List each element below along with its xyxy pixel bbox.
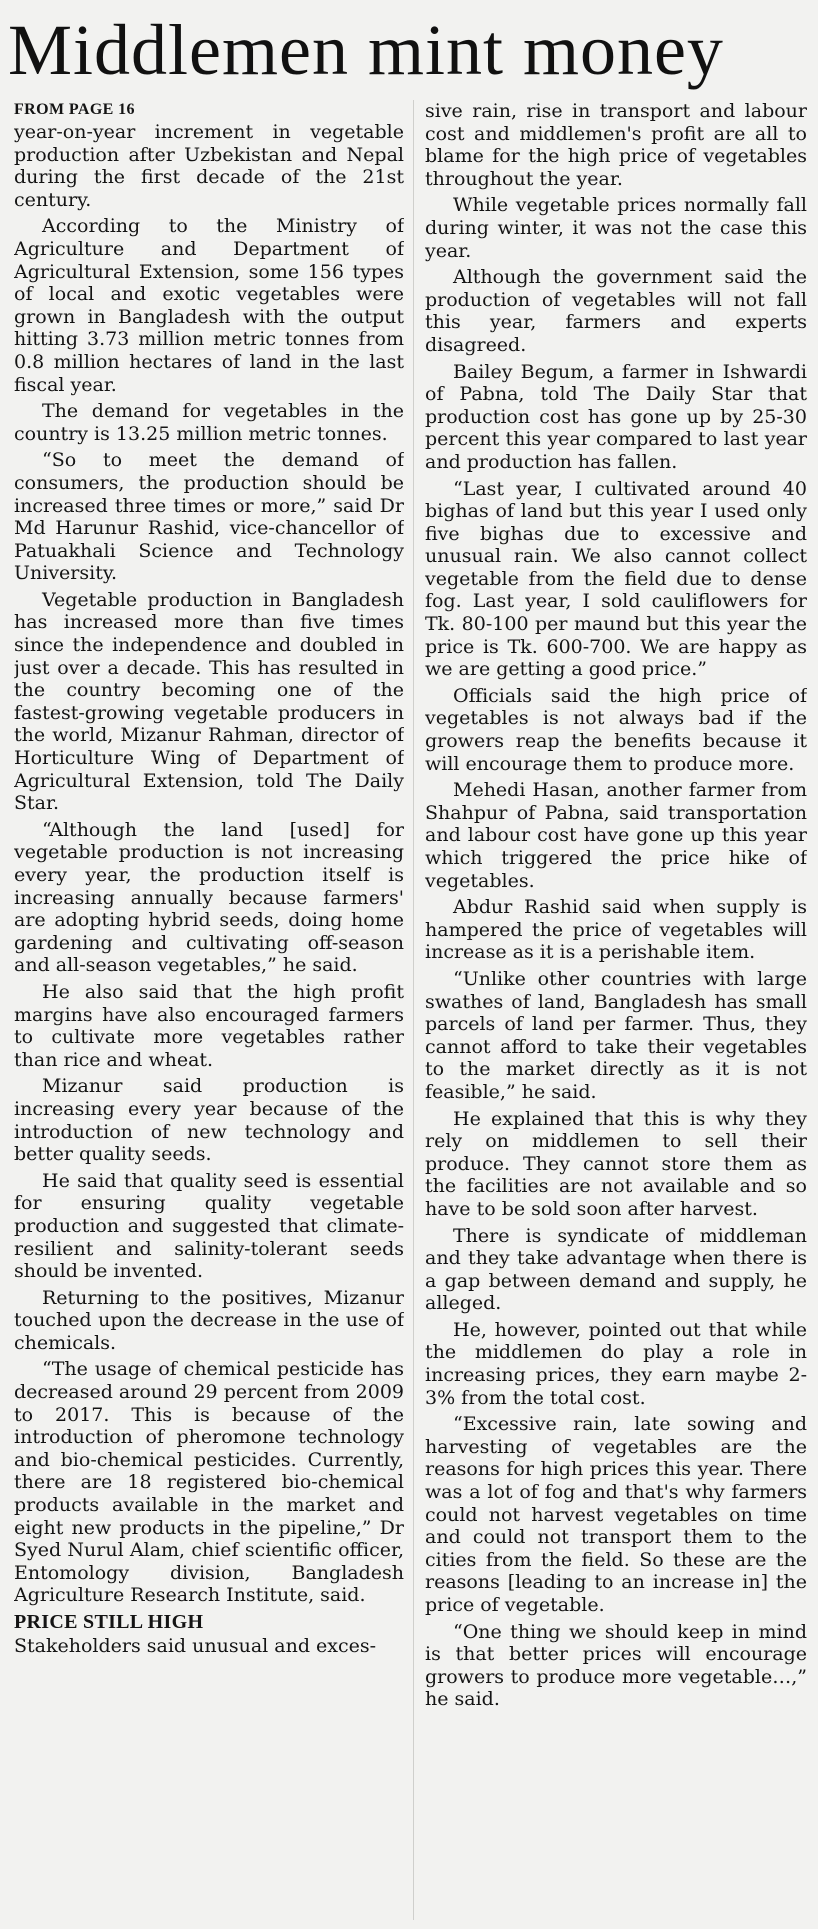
- paragraph: Although the government said the production of vegetables will not fall this year, farmers and experts disagreed.: [425, 266, 807, 356]
- paragraph: Stakeholders said unusual and exces-: [14, 1635, 377, 1657]
- subhead: PRICE STILL HIGH: [14, 1611, 204, 1633]
- article-column-2: [425, 100, 807, 1926]
- article-column-1: [14, 100, 404, 1926]
- paragraph: Officials said the high price of vegetables is not always bad if the growers reap the benefits because it will encourage them to produce more.: [425, 684, 807, 775]
- paragraph: “So to meet the demand of consumers, the production should be increased three times or more,” said Dr Md Harunur Rashid, vice-chancellor of Patuakhali Science and Technology University.: [14, 449, 404, 585]
- paragraph: “Last year, I cultivated around 40 bighas of land but this year I used only five bighas due to excessive and unusual rain. We also cannot collect vegetable from the field due to dense fog. Last year, I sold cauliflowers for Tk. 80-100 per maund but this year the price is Tk. 600-700. We are happy as we are getting a good price.”: [425, 477, 807, 681]
- paragraph: “Excessive rain, late sowing and harvesting of vegetables are the reasons for high prices this year. There was a lot of fog and that's why farmers could not harvest vegetables on time and could not transport them to the cities from the field. So these are the reasons [leading to an increase in] the price of vegetable.: [425, 1413, 807, 1616]
- paragraph: “One thing we should keep in mind is that better prices will encourage growers to produce more vegetable…,” he said.: [425, 1620, 807, 1711]
- paragraph: Mizanur said production is increasing every year because of the introduction of new technology and better quality seeds.: [14, 1075, 404, 1166]
- paragraph: He also said that the high profit margins have also encouraged farmers to cultivate more vegetables rather than rice and wheat.: [14, 980, 404, 1071]
- paragraph: Returning to the positives, Mizanur touched upon the decrease in the use of chemicals.: [14, 1286, 404, 1354]
- paragraph: sive rain, rise in transport and labour cost and middlemen's profit are all to blame for the high price of vegetables throughout the year.: [425, 100, 807, 190]
- paragraph: Mehedi Hasan, another farmer from Shahpur of Pabna, said transportation and labour cost have gone up this year which triggered the price hike of vegetables.: [425, 779, 807, 892]
- paragraph: year-on-year increment in vegetable production after Uzbekistan and Nepal during the first decade of the 21st century.: [14, 121, 404, 211]
- paragraph: He, however, pointed out that while the middlemen do play a role in increasing prices, they earn maybe 2-3% from the total cost.: [425, 1318, 807, 1409]
- paragraph: According to the Ministry of Agriculture and Department of Agricultural Extension, some 156 types of local and exotic vegetables were grown in Bangladesh with the output hitting 3.73 million metric tonnes from 0.8 million hectares of land in the last fiscal year.: [14, 215, 404, 396]
- paragraph: “Unlike other countries with large swathes of land, Bangladesh has small parcels of land per farmer. Thus, they cannot afford to take their vegetables to the market directly as it is not feasible,” he said.: [425, 967, 807, 1103]
- paragraph: The demand for vegetables in the country is 13.25 million metric tonnes.: [14, 400, 404, 445]
- paragraph: He said that quality seed is essential for ensuring quality vegetable production and suggested that climate-resilient and salinity-tolerant seeds should be invented.: [14, 1169, 404, 1283]
- paragraph: Abdur Rashid said when supply is hampered the price of vegetables will increase as it is a perishable item.: [425, 896, 807, 964]
- paragraph: “Although the land [used] for vegetable production is not increasing every year, the production itself is increasing annually because farmers' are adopting hybrid seeds, doing home gardening and cultivating off-season and all-season vegetables,” he said.: [14, 818, 404, 977]
- paragraph: He explained that this is why they rely on middlemen to sell their produce. They cannot store them as the facilities are not available and so have to be sold soon after harvest.: [425, 1107, 807, 1220]
- paragraph: While vegetable prices normally fall during winter, it was not the case this year.: [425, 194, 807, 262]
- paragraph: There is syndicate of middleman and they take advantage when there is a gap between demand and supply, he alleged.: [425, 1224, 807, 1315]
- paragraph: Bailey Begum, a farmer in Ishwardi of Pabna, told The Daily Star that production cost has gone up by 25-30 percent this year compared to last year and production has fallen.: [425, 360, 807, 473]
- headline: Middlemen mint money: [8, 10, 724, 90]
- paragraph: “The usage of chemical pesticide has decreased around 29 percent from 2009 to 2017. This is because of the introduction of pheromone technology and bio-chemical pesticides. Currently, there are 18 registered bio-chemical products available in the market and eight new products in the pipeline,” Dr Syed Nurul Alam, chief scientific officer, Entomology division, Bangladesh Agriculture Research Institute, said.: [14, 1358, 404, 1607]
- column-divider: [413, 100, 414, 1920]
- continuation-kicker: FROM PAGE 16: [14, 101, 135, 118]
- paragraph: Vegetable production in Bangladesh has increased more than five times since the independence and doubled in just over a decade. This has resulted in the country becoming one of the fastest-growing vegetable producers in the world, Mizanur Rahman, director of Horticulture Wing of Department of Agricultural Extension, told The Daily Star.: [14, 588, 404, 815]
